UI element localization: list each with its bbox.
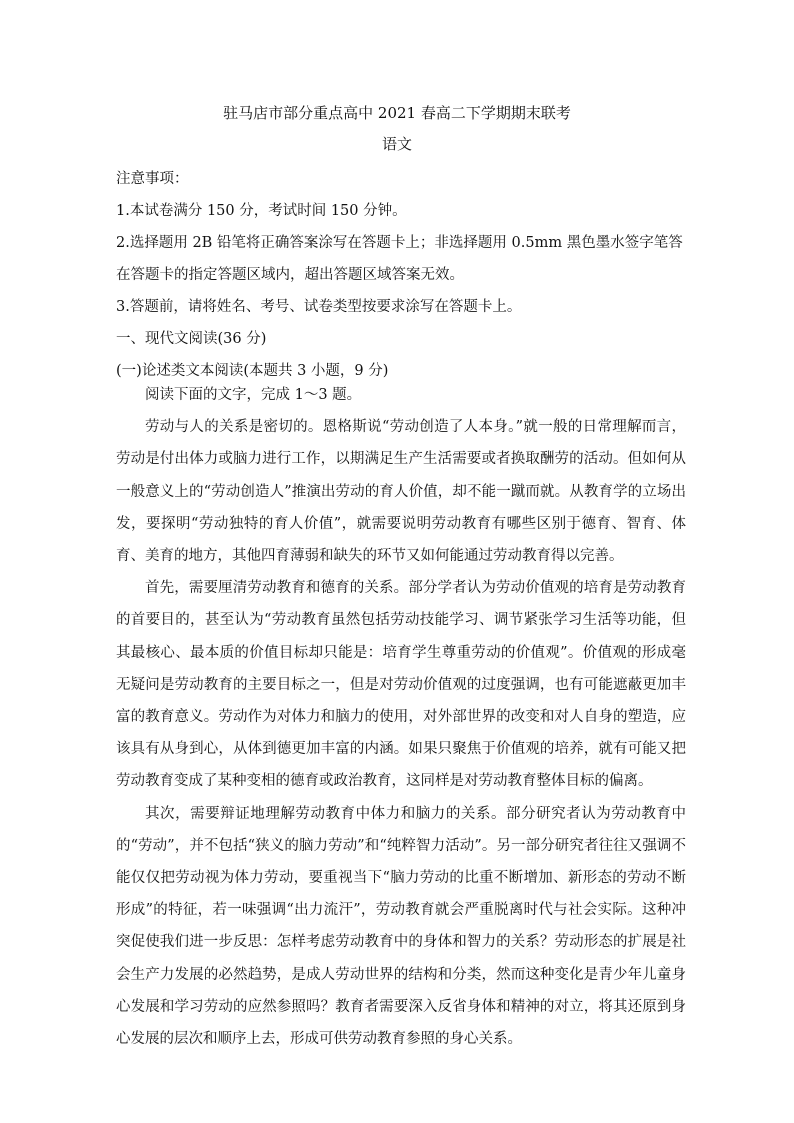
notes-heading: 注意事项： [116,171,189,187]
exam-subject: 语文 [381,135,412,153]
reading-passage [116,379,686,1055]
note-item-3: 3.答题前，请将姓名、考号、试卷类型按要求涂写在答题卡上。 [116,299,522,315]
passage-paragraph-3: 其次，需要辩证地理解劳动教育中体力和脑力的关系。部分研究者认为劳动教育中的“劳动”，并不包括“狭义的脑力劳动”和“纯粹智力活动”。另一部分研究者往往又强调不能仅仅把劳动视为体力劳动，要重视当下“脑力劳动的比重不断增加、新形态的劳动不断形成”的特征，若一味强调“出力流汗”，劳动教育就会严重脱离时代与社会实际。这种冲突促使我们进一步反思：怎样考虑劳动教育中的身体和智力的关系？劳动形态的扩展是社会生产力发展的必然趋势，是成人劳动世界的结构和分类，然而这种变化是青少年儿童身心发展和学习劳动的应然参照吗？教育者需要深入反省身体和精神的对立，将其还原到身心发展的层次和顺序上去，形成可供劳动教育参照的身心关系。 [116,805,686,1048]
note-item-1: 1.本试卷满分 150 分，考试时间 150 分钟。 [116,203,407,219]
subsection-heading-one: (一)论述类文本阅读(本题共 3 小题，9 分) [116,363,389,379]
note-item-2: 2.选择题用 2B 铅笔将正确答案涂写在答题卡上；非选择题用 0.5mm 黑色墨水签字笔答在答题卡的指定答题区域内，超出答题区域答案无效。 [116,235,683,283]
reading-instruction: 阅读下面的文字，完成 1～3 题。 [145,387,362,403]
passage-paragraph-1: 劳动与人的关系是密切的。恩格斯说“劳动创造了人本身。”就一般的日常理解而言，劳动是付出体力或脑力进行工作，以期满足生产生活需要或者换取酬劳的活动。但如何从一般意义上的“劳动创造人”推演出劳动的育人价值，却不能一蹴而就。从教育学的立场出发，要探明“劳动独特的育人价值”，就需要说明劳动教育有哪些区别于德育、智育、体育、美育的地方，其他四育薄弱和缺失的环节又如何能通过劳动教育得以完善。 [116,419,686,565]
exam-notes [116,163,691,387]
passage-paragraph-2: 首先，需要厘清劳动教育和德育的关系。部分学者认为劳动价值观的培育是劳动教育的首要目的，甚至认为“劳动教育虽然包括劳动技能学习、调节紧张学习生活等功能，但其最核心、最本质的价值目标却只能是：培育学生尊重劳动的价值观”。价值观的形成毫无疑问是劳动教育的主要目标之一，但是对劳动价值观的过度强调，也有可能遮蔽更加丰富的教育意义。劳动作为对体力和脑力的使用，对外部世界的改变和对人自身的塑造，应该具有从身到心，从体到德更加丰富的内涵。如果只聚焦于价值观的培养，就有可能又把劳动教育变成了某种变相的德育或政治教育，这同样是对劳动教育整体目标的偏离。 [116,580,686,790]
exam-title: 驻马店市部分重点高中 2021 春高二下学期期末联考 [223,104,571,122]
section-heading-one: 一、现代文阅读(36 分) [116,331,267,347]
